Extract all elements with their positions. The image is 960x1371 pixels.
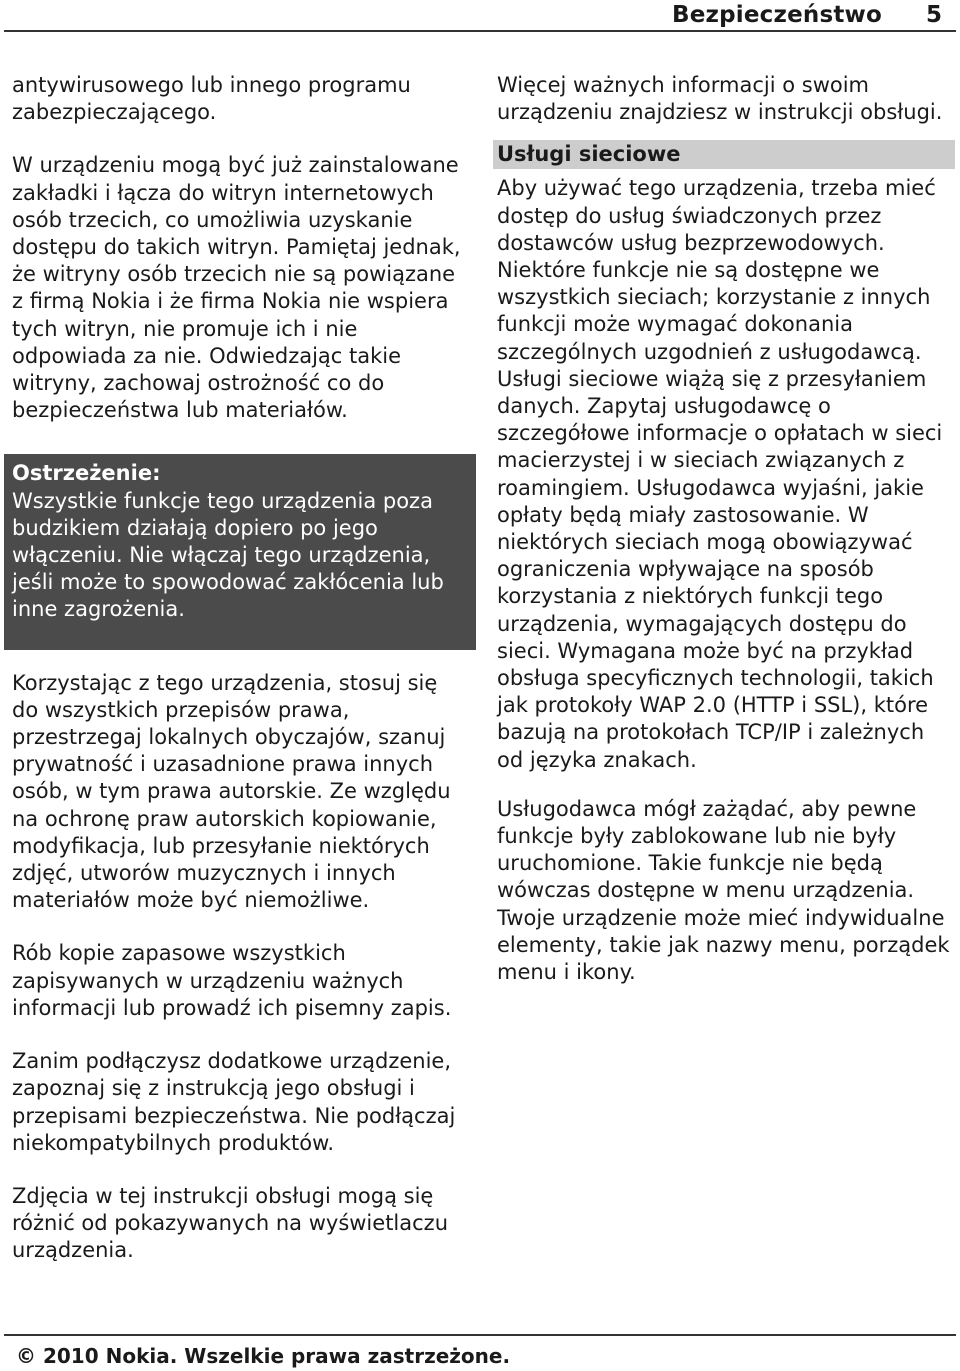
copyright-notice: © 2010 Nokia. Wszelkie prawa zastrzeżone. — [16, 1344, 511, 1368]
header-divider — [4, 30, 956, 32]
right-column — [497, 72, 955, 986]
section-header-title: Bezpieczeństwo — [672, 2, 882, 28]
warning-title: Ostrzeżenie: — [12, 461, 161, 486]
page-header — [0, 0, 960, 32]
footer-divider — [4, 1334, 956, 1336]
section-title-network-services: Usługi sieciowe — [497, 142, 681, 167]
paragraph-antivirus: antywirusowego lub innego programu zabezpieczającego. — [12, 73, 411, 125]
paragraph-more-info: Więcej ważnych informacji o swoim urządzeniu znajdziesz w instrukcji obsługi. — [497, 73, 943, 125]
paragraph-accessories: Zanim podłączysz dodatkowe urządzenie, zapoznaj się z instrukcją jego obsługi i przepisami bezpieczeństwa. Nie podłączaj niekompatybilnych produktów. — [12, 1049, 456, 1155]
paragraph-laws: Korzystając z tego urządzenia, stosuj się do wszystkich przepisów prawa, przestrzegaj lokalnych obyczajów, szanuj prywatność i uzasadnione prawa innych osób, w tym prawa autorskie. Ze względu na ochronę praw autorskich kopiowanie, modyfikacja, lub przesyłanie niektórych zdjęć, utworów muzycznych i innych materiałów może być niemożliwe. — [12, 670, 451, 913]
paragraph-third-party-sites: W urządzeniu mogą być już zainstalowane zakładki i łącza do witryn internetowych osób trzecich, co umożliwia uzyskanie dostępu do takich witryn. Pamiętaj jednak, że witryny osób trzecich nie są powiązane z firmą Nokia i że firma Nokia nie wspiera tych witryn, nie promuje ich i nie odpowiada za nie. Odwiedzając takie witryny, zachowaj ostrożność co do bezpieczeństwa lub materiałów. — [12, 153, 461, 423]
left-column — [12, 72, 468, 1265]
paragraph-images: Zdjęcia w tej instrukcji obsługi mogą się różnić od pokazywanych na wyświetlaczu urządzenia. — [12, 1183, 449, 1263]
section-heading-bar — [493, 140, 955, 169]
paragraph-network-services: Aby używać tego urządzenia, trzeba mieć dostęp do usług świadczonych przez dostawców usług bezprzewodowych. Niektóre funkcje nie są dostępne we wszystkich sieciach; korzystanie z innych funkcji może wymagać dokonania szczególnych uzgodnień z usługodawcą. Usługi sieciowe wiążą się z przesyłaniem danych. Zapytaj usługodawcę o szczegółowe informacje o opłatach w sieci macierzystej i w sieciach związanych z roamingiem. Usługodawca wyjaśni, jakie opłaty będą miały zastosowanie. W niektórych sieciach mogą obowiązywać ograniczenia wpływające na sposób korzystania z niektórych funkcji tego urządzenia, wymagających dostępu do sieci. Wymagana może być na przykład obsługa specyficznych technologii, takich jak protokoły WAP 2.0 (HTTP i SSL), które bazują na protokołach TCP/IP i zależnych od języka znakach. — [497, 176, 943, 772]
warning-text: Wszystkie funkcje tego urządzenia poza budzikiem działają dopiero po jego włączeniu. Nie włączaj tego urządzenia, jeśli może to spowodować zakłócenia lub inne zagrożenia. — [12, 488, 444, 622]
paragraph-blocked-features: Usługodawca mógł zażądać, aby pewne funkcje były zablokowane lub nie były uruchomione. Takie funkcje nie będą wówczas dostępne w menu urządzenia. Twoje urządzenie może mieć indywidualne elementy, takie jak nazwy menu, porządek menu i ikony. — [497, 796, 950, 985]
page-number: 5 — [925, 2, 942, 28]
paragraph-backup: Rób kopie zapasowe wszystkich zapisywanych w urządzeniu ważnych informacji lub prowadź ich pisemny zapis. — [12, 941, 452, 1020]
warning-box — [4, 454, 476, 649]
